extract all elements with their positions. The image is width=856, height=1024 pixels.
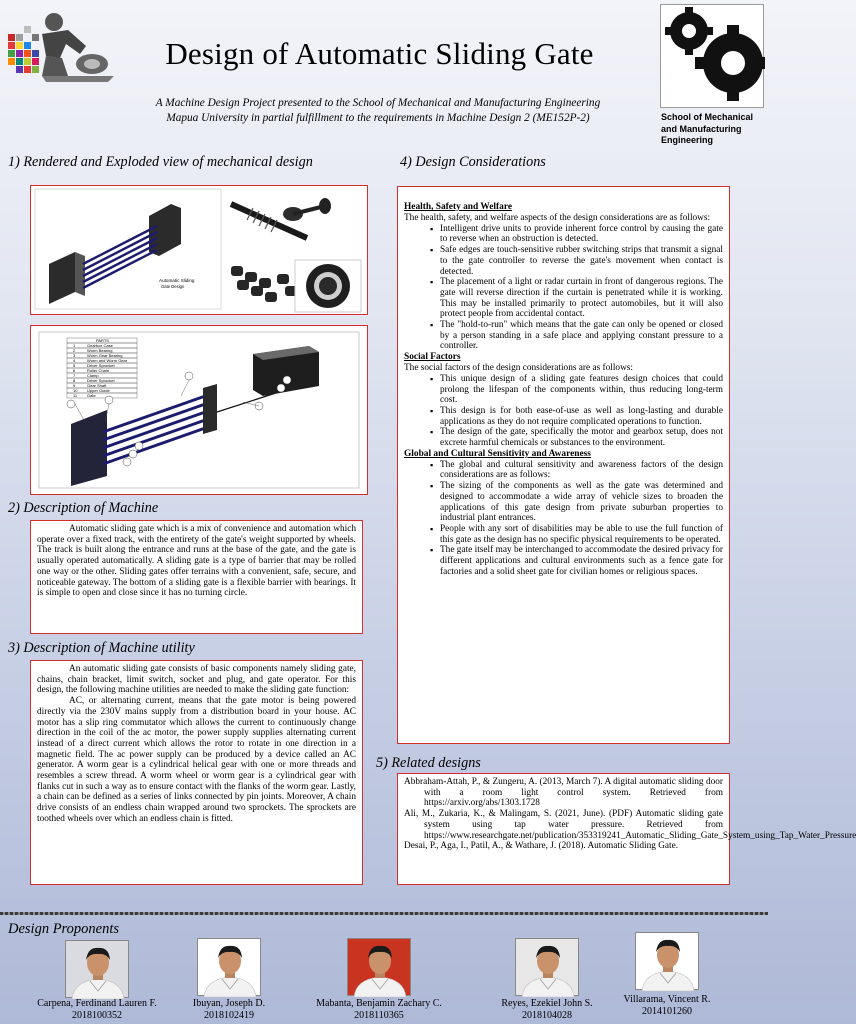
utility-box — [30, 660, 363, 885]
proponent-photo — [197, 938, 261, 996]
list-item: ▪ The design of the gate, specifically the motor and gearbox setup, does not excrete harmful chemicals or substances to the environment. — [440, 427, 723, 448]
list-item: ▪ This design is for both ease-of-use as well as long-lasting and durable applications as they do not require complicated operations to function. — [440, 406, 723, 427]
parts-number: 7 — [73, 373, 76, 378]
list-item: ▪ Safe edges are touch-sensitive rubber switching strips that transmit a signal to the gate controller to reverse the gate's movement when contact is detected. — [440, 245, 723, 277]
parts-number: 3 — [73, 353, 76, 358]
list-item: ▪ The sizing of the components as well as the gate was determined and designed to accommodate a wide array of vehicle sizes to broaden the applications of this gate design from private suburban properties to industrial plant entrances. — [440, 481, 723, 524]
proponent-student-number: 2018102419 — [204, 1010, 254, 1021]
section-heading-related-designs: 5) Related designs — [376, 755, 481, 771]
proponent-student-number: 2018104028 — [522, 1010, 572, 1021]
parts-number: 1 — [73, 343, 76, 348]
proponent-student-number: 2014101260 — [642, 1006, 692, 1017]
parts-number: 2 — [73, 348, 76, 353]
figure-caption-line-1: Automatic Sliding — [159, 278, 195, 283]
health-safety-intro: The health, safety, and welfare aspects of the design considerations are as follows: — [404, 213, 711, 223]
reference-item: Ali, M., Zukaria, K., & Malingam, S. (2021, June). (PDF) Automatic sliding gate system using tap water pressure. Retrieved from https://www.researchgate.net/publication/353319241_Automatic_Sliding_Gate_System_using_Tap_Water_Pressure — [404, 809, 856, 841]
footer-divider — [0, 912, 768, 915]
section-heading-utility: 3) Description of Machine utility — [8, 640, 195, 656]
social-factors-intro: The social factors of the design considerations are as follows: — [404, 363, 633, 374]
description-text: Automatic sliding gate which is a mix of convenience and automation which operate over a fixed track, with the entirety of the gate's weight supported by wheels. The track is built along the entrance and runs at the base of the gate, and the gate is usually operated automatically. A sliding gate is a type of barrier that may be rolled one way or the other. Sliding gates offer terrains with a convenient, safe, secure, and noticeable gateway. The bottom of a sliding gate is a flexible barrier with bearings. It is simple to open and close since it has no turning circle. — [37, 524, 356, 599]
list-item: ▪ Intelligent drive units to provide inherent force control by causing the gate to reverse when an obstruction is detected. — [440, 224, 723, 245]
parts-name: Worm Bearing — [87, 348, 113, 353]
parts-name: Gear Shaft — [87, 383, 107, 388]
section-heading-description: 2) Description of Machine — [8, 500, 159, 516]
health-safety-heading: Health, Safety and Welfare — [404, 202, 512, 212]
parts-number: 8 — [73, 378, 76, 383]
parts-name: Gate — [87, 393, 96, 398]
parts-number: 4 — [73, 358, 76, 363]
parts-number: 5 — [73, 363, 76, 368]
parts-number: 10 — [73, 388, 78, 393]
parts-number: 6 — [73, 368, 76, 373]
social-factors-list — [440, 374, 723, 449]
parts-name: Driver Sprocket — [87, 378, 115, 383]
list-item: ▪ This unique design of a sliding gate features design choices that could prolong the lifespan of the components within, thus reducing long-term cost. — [440, 374, 723, 406]
proponent-name: Villarama, Vincent R. — [623, 994, 711, 1005]
utility-paragraph-2: AC, or alternating current, means that the gate motor is being powered directly via the 230V mains supply from a distribution board in your house. AC motor has a slip ring commutator which allows the current to continuously change direction in the coil of the ac motor, the power supply supplies alternating current instead of a direct current which allows the rotor to rotate in one direction in a magnetic field. The ac power supply can be produced by a device called an AC generator. A worm gear is a cylindrical helical gear with one or more threads and resembles a screw thread. A worm wheel or worm gear is a cylindrical gear with flanks cut in such a way as to ensure contact with the flanks of the worm gear. Lastly, a chain can be defined as a series of links connected by pin joints. Moreover, A chain drive consists of an endless chain wrapped around two sprockets. The sprockets are toothed wheels over which an endless chain is fitted. — [37, 696, 356, 824]
parts-table-title: PARTS — [96, 338, 109, 343]
global-cultural-list — [440, 460, 723, 578]
parts-name: Worm and Worm Gear — [87, 358, 128, 363]
social-factors-heading: Social Factors — [404, 352, 461, 363]
related-designs-box — [397, 773, 856, 885]
list-item: ▪ The "hold-to-run" which means that the gate can only be opened or closed by a person standing in a safe place and applying constant pressure to a controller. — [440, 320, 723, 352]
utility-paragraph-1: An automatic sliding gate consists of basic components namely sliding gate, chains, chain bracket, limit switch, socket and plug, and gate operator. For this design, the following machine utilities are needed to make the sliding gate function: — [37, 664, 356, 696]
exploded-gate-drawing — [31, 326, 367, 494]
list-item: ▪ The gate itself may be interchanged to accommodate the desired privacy for different applications and cultural environments such as a fence gate for factories and a solid sheet gate for civilian homes or religious spaces. — [440, 545, 723, 577]
proponent-photo — [65, 940, 129, 998]
proponent-photo — [515, 938, 579, 996]
reference-item: Desai, P., Aga, I., Patil, A., & Wathare, J. (2018). Automatic Sliding Gate. — [404, 841, 679, 852]
parts-number: 9 — [73, 383, 76, 388]
proponent-photo — [635, 932, 699, 990]
proponent-name: Carpena, Ferdinand Lauren F. — [37, 998, 157, 1009]
subtitle-line-1: A Machine Design Project presented to the School of Mechanical and Manufacturing Engineering — [155, 97, 601, 109]
proponent-name: Reyes, Ezekiel John S. — [501, 998, 593, 1009]
exploded-view-figure — [30, 325, 368, 495]
health-safety-list — [440, 224, 723, 352]
parts-name: Upper Guide — [87, 388, 110, 393]
proponents-heading: Design Proponents — [8, 921, 120, 937]
university-logo — [2, 6, 122, 84]
proponent-student-number: 2018110365 — [354, 1010, 404, 1021]
list-item: ▪ The placement of a light or radar curtain in front of dangerous regions. The gate will reverse direction if the curtain is penetrated while it is working. This may be installed primarily to protect automobiles, but it will also protect people from accidental contact. — [440, 277, 723, 320]
school-gear-logo — [660, 4, 764, 108]
figure-caption-line-2: Gate Design — [161, 284, 185, 289]
parts-name: Clamp — [87, 373, 99, 378]
poster-title: Design of Automatic Sliding Gate — [165, 36, 594, 71]
list-item: ▪ The global and cultural sensitivity and awareness factors of the design considerations are as follows: — [440, 460, 723, 481]
parts-name: Driver Sprocket — [87, 363, 115, 368]
section-heading-design-considerations: 4) Design Considerations — [400, 154, 546, 170]
reference-item: Abbraham-Attah, P., & Zungeru, A. (2013, March 7). A digital automatic sliding door with a room light control system. Retrieved from https://arxiv.org/abs/1303.1728 — [404, 777, 723, 809]
poster-subtitle — [118, 96, 638, 126]
parts-name: Gearbox Case — [87, 343, 113, 348]
proponent-photo — [347, 938, 411, 996]
parts-number: 11 — [73, 393, 78, 398]
parts-name: Worm Gear Bearing — [87, 353, 123, 358]
proponent-name: Mabanta, Benjamin Zachary C. — [316, 998, 442, 1009]
proponent-name: Ibuyan, Joseph D. — [192, 998, 266, 1009]
considerations-box — [397, 186, 730, 744]
list-item: ▪ People with any sort of disabilities may be able to use the full function of this gate as the design has no specific physical requirements to be operated. — [440, 524, 723, 545]
description-box — [30, 520, 363, 634]
section-heading-rendered-view: 1) Rendered and Exploded view of mechanical design — [8, 154, 313, 170]
rendered-view-figure — [30, 185, 368, 315]
rendered-gate-drawing — [31, 186, 367, 314]
school-name: School of Mechanical and Manufacturing Engineering — [661, 112, 754, 145]
subtitle-line-2: Mapua University in partial fulfillment to the requirements in Machine Design 2 (ME152P-2) — [166, 112, 590, 124]
proponent-student-number: 2018100352 — [72, 1010, 122, 1021]
parts-name: Roller Chain — [87, 368, 110, 373]
global-cultural-heading: Global and Cultural Sensitivity and Awareness — [404, 448, 591, 459]
